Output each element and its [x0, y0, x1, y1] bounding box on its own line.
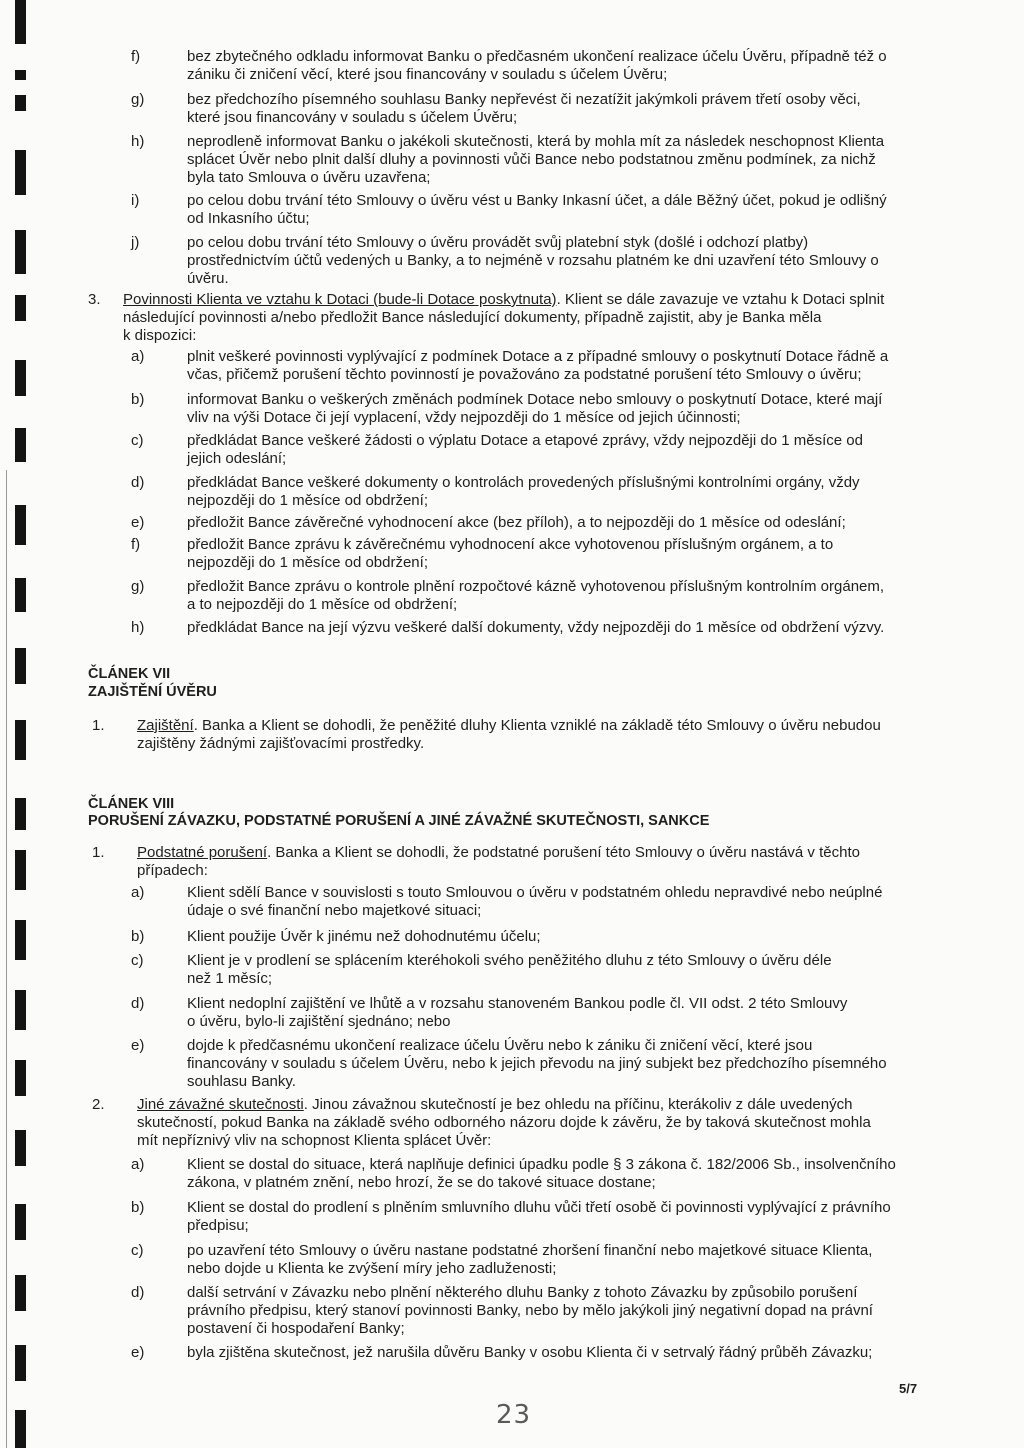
- list-marker: c): [131, 952, 144, 969]
- text-line: předkládat Bance veškeré dokumenty o kontrolách provedených příslušnými kontrolními orgány, vždy: [187, 474, 860, 491]
- text-line: [123, 291, 1024, 309]
- text-line: Klient je v prodlení se splácením kteréhokoli svého peněžitého dluhu z této Smlouvy o úvěru déle: [187, 952, 832, 969]
- list-item: [0, 619, 1024, 637]
- text-line: bez předchozího písemného souhlasu Banky nepřevést či nezatížit jakýmkoli právem třetí osoby věci,: [187, 91, 861, 108]
- paragraph-number: 3.: [88, 291, 101, 308]
- list-marker: d): [131, 474, 145, 491]
- list-item: [0, 928, 1024, 946]
- list-marker: d): [131, 1284, 145, 1301]
- list-item: [0, 1199, 1024, 1235]
- text-line: předložit Bance zprávu k závěrečnému vyhodnocení akce vyhotovenou příslušným orgánem, a to: [187, 536, 834, 553]
- text-line: včas, přičemž porušení těchto povinností je považováno za podstatné porušení této Smlouvy o úvěru;: [187, 366, 862, 383]
- article-heading: ČLÁNEK VII: [88, 666, 171, 682]
- text-line: mít nepříznivý vliv na schopnost Klienta splácet Úvěr:: [137, 1132, 492, 1149]
- list-item: [0, 391, 1024, 427]
- paragraph-text: . Jinou závažnou skutečností je bez ohledu na příčinu, kterákoliv z dále uvedených: [303, 1096, 853, 1113]
- text-line: Klient se dostal do situace, která naplňuje definici úpadku podle § 3 zákona č. 182/2006 Sb., insolvenčního: [187, 1156, 896, 1173]
- text-line: předkládat Bance veškeré žádosti o výplatu Dotace a etapové zprávy, vždy nejpozději do 1 měsíce od: [187, 432, 863, 449]
- list-marker: e): [131, 1344, 145, 1361]
- article-heading: ČLÁNEK VIII: [88, 796, 175, 812]
- list-marker: i): [131, 192, 140, 209]
- text-line: prostřednictvím účtů vedených u Banky, a to nejméně v rozsahu platném ke dni uzavření této Smlouvy o: [187, 252, 879, 269]
- list-marker: c): [131, 432, 144, 449]
- list-marker: a): [131, 1156, 145, 1173]
- list-item: [0, 514, 1024, 532]
- text-line: nejpozději do 1 měsíce od obdržení;: [187, 492, 428, 509]
- paragraph-text: . Klient se dále zavazuje ve vztahu k Dotaci splnit: [556, 291, 885, 308]
- list-marker: f): [131, 48, 141, 65]
- text-line: [137, 1096, 1024, 1114]
- list-item: [0, 192, 1024, 228]
- text-line: předložit Bance závěrečné vyhodnocení akce (bez příloh), a to nejpozději do 1 měsíce od odeslání;: [187, 514, 846, 531]
- paragraph-title: Povinnosti Klienta ve vztahu k Dotaci (bude-li Dotace poskytnuta): [123, 291, 557, 308]
- text-line: Klient se dostal do prodlení s plněním smluvního dluhu vůči třetí osobě či povinnosti vyplývající z právního: [187, 1199, 891, 1216]
- list-item: [0, 1344, 1024, 1362]
- text-line: k dispozici:: [123, 327, 197, 344]
- text-line: právního předpisu, který stanoví povinnosti Banky, nebo by mělo jakýkoli jiný negativní dopad na právní: [187, 1302, 873, 1319]
- text-line: splácet Úvěr nebo plnit další dluhy a povinnosti vůči Bance nebo podstatnou změnu podmínek, za nichž: [187, 151, 876, 168]
- text-line: skutečností, pokud Banka na základě svého odborného názoru dojde k závěru, že by taková skutečnost mohla: [137, 1114, 871, 1131]
- list-marker: g): [131, 91, 145, 108]
- text-line: jejich odeslání;: [187, 450, 287, 467]
- text-line: údaje o své finanční nebo majetkové situaci;: [187, 902, 482, 919]
- text-line: byla zjištěna skutečnost, jež narušila důvěru Banky v osobu Klienta či v setrvalý řádný průběh Závazku;: [187, 1344, 873, 1361]
- text-line: zániku či zničení věcí, které jsou financovány v souladu s účelem Úvěru;: [187, 66, 668, 83]
- numbered-paragraph: [0, 717, 1024, 753]
- text-line: zajištěny žádnými zajišťovacími prostředky.: [137, 735, 425, 752]
- text-line: nejpozději do 1 měsíce od obdržení;: [187, 554, 428, 571]
- text-line: předkládat Bance na její výzvu veškeré další dokumenty, vždy nejpozději do 1 měsíce od obdržení výzvy.: [187, 619, 885, 636]
- text-line: postavení či hospodaření Banky;: [187, 1320, 405, 1337]
- text-line: [137, 844, 1024, 862]
- text-line: předpisu;: [187, 1217, 249, 1234]
- list-item: [0, 91, 1024, 127]
- numbered-paragraph: [0, 291, 1024, 345]
- list-item: [0, 1284, 1024, 1338]
- text-line: které jsou financovány v souladu s účelem Úvěru;: [187, 109, 518, 126]
- text-line: souhlasu Banky.: [187, 1073, 296, 1090]
- text-line: od Inkasního účtu;: [187, 210, 310, 227]
- page-number: 5/7: [899, 1381, 918, 1396]
- list-marker: a): [131, 348, 145, 365]
- list-marker: e): [131, 514, 145, 531]
- paragraph-text: . Banka a Klient se dohodli, že podstatné porušení této Smlouvy o úvěru nastává v těchto: [267, 844, 860, 861]
- list-marker: a): [131, 884, 145, 901]
- list-item: [0, 1156, 1024, 1192]
- list-item: [0, 1037, 1024, 1091]
- list-marker: b): [131, 1199, 145, 1216]
- list-marker: g): [131, 578, 145, 595]
- list-marker: e): [131, 1037, 145, 1054]
- text-line: nebo dojde u Klienta ke zvýšení míry jeho zadluženosti;: [187, 1260, 557, 1277]
- text-line: Klient použije Úvěr k jinému než dohodnutému účelu;: [187, 928, 541, 945]
- text-line: vliv na výši Dotace či její vyplacení, vždy nejpozději do 1 měsíce od jejich účinnosti;: [187, 409, 741, 426]
- text-line: případech:: [137, 862, 208, 879]
- binding-mark: [15, 0, 26, 44]
- list-item: [0, 536, 1024, 572]
- text-line: o úvěru, bylo-li zajištění sjednáno; nebo: [187, 1013, 451, 1030]
- text-line: neprodleně informovat Banku o jakékoli skutečnosti, která by mohla mít za následek neschopnost Klienta: [187, 133, 885, 150]
- list-item: [0, 234, 1024, 288]
- text-line: a to nejpozději do 1 měsíce od obdržení;: [187, 596, 458, 613]
- binding-mark: [15, 798, 26, 830]
- numbered-paragraph: [0, 1096, 1024, 1150]
- list-item: [0, 474, 1024, 510]
- paragraph-title: Jiné závažné skutečnosti: [137, 1096, 304, 1113]
- text-line: po uzavření této Smlouvy o úvěru nastane podstatné zhoršení finanční nebo majetkové situace Klienta,: [187, 1242, 873, 1259]
- text-line: bez zbytečného odkladu informovat Banku o předčasném ukončení realizace účelu Úvěru, případně též o: [187, 48, 887, 65]
- text-line: byla tato Smlouva o úvěru uzavřena;: [187, 169, 431, 186]
- list-marker: h): [131, 133, 145, 150]
- list-marker: f): [131, 536, 141, 553]
- list-marker: j): [131, 234, 140, 251]
- binding-mark: [15, 1410, 26, 1448]
- list-item: [0, 133, 1024, 187]
- list-item: [0, 578, 1024, 614]
- list-marker: b): [131, 391, 145, 408]
- list-marker: c): [131, 1242, 144, 1259]
- text-line: zákona, v platném znění, nebo hrozí, že se do takové situace dostane;: [187, 1174, 656, 1191]
- list-marker: d): [131, 995, 145, 1012]
- text-line: po celou dobu trvání této Smlouvy o úvěru provádět svůj platební styk (došlé i odchozí platby): [187, 234, 809, 251]
- binding-mark: [15, 648, 26, 684]
- numbered-paragraph: [0, 844, 1024, 880]
- text-line: předložit Bance zprávu o kontrole plnění rozpočtové kázně vyhotovenou příslušným kontrolním orgánem,: [187, 578, 885, 595]
- text-line: úvěru.: [187, 270, 229, 287]
- paragraph-number: 1.: [92, 717, 105, 734]
- paragraph-title: Podstatné porušení: [137, 844, 268, 861]
- paragraph-title: Zajištění: [137, 717, 194, 734]
- text-line: Klient nedoplní zajištění ve lhůtě a v rozsahu stanoveném Bankou podle čl. VII odst. 2 této Smlouvy: [187, 995, 848, 1012]
- article-title: ZAJIŠTĚNÍ ÚVĚRU: [88, 684, 217, 700]
- list-marker: b): [131, 928, 145, 945]
- list-item: [0, 1242, 1024, 1278]
- list-item: [0, 432, 1024, 468]
- text-line: další setrvání v Závazku nebo plnění některého dluhu Banky z tohoto Závazku by způsobilo porušení: [187, 1284, 858, 1301]
- list-item: [0, 48, 1024, 84]
- paragraph-number: 2.: [92, 1096, 105, 1113]
- text-line: dojde k předčasnému ukončení realizace účelu Úvěru nebo k zániku či zničení věcí, které jsou: [187, 1037, 813, 1054]
- list-item: [0, 884, 1024, 920]
- text-line: informovat Banku o veškerých změnách podmínek Dotace nebo smlouvy o poskytnutí Dotace, které mají: [187, 391, 883, 408]
- handwritten-page-number: 23: [496, 1400, 532, 1430]
- list-item: [0, 995, 1024, 1031]
- text-line: než 1 měsíc;: [187, 970, 273, 987]
- text-line: následující povinnosti a/nebo předložit Bance následující dokumenty, případně zajistit, aby je Banka měla: [123, 309, 822, 326]
- paragraph-number: 1.: [92, 844, 105, 861]
- text-line: Klient sdělí Bance v souvislosti s touto Smlouvou o úvěru v podstatném ohledu nepravdivé nebo neúplné: [187, 884, 883, 901]
- text-line: plnit veškeré povinnosti vyplývající z podmínek Dotace a z případné smlouvy o poskytnutí Dotace řádně a: [187, 348, 889, 365]
- list-item: [0, 348, 1024, 384]
- text-line: financovány v souladu s účelem Úvěru, nebo k jejich převodu na jiný subjekt bez předchozího písemného: [187, 1055, 887, 1072]
- text-line: [137, 717, 1024, 735]
- text-line: po celou dobu trvání této Smlouvy o úvěru vést u Banky Inkasní účet, a dále Běžný účet, pokud je odlišný: [187, 192, 887, 209]
- paragraph-text: . Banka a Klient se dohodli, že peněžité dluhy Klienta vzniklé na základě této Smlouvy o úvěru nebudou: [193, 717, 881, 734]
- article-title: PORUŠENÍ ZÁVAZKU, PODSTATNÉ PORUŠENÍ A JINÉ ZÁVAŽNÉ SKUTEČNOSTI, SANKCE: [88, 813, 710, 829]
- list-item: [0, 952, 1024, 988]
- list-marker: h): [131, 619, 145, 636]
